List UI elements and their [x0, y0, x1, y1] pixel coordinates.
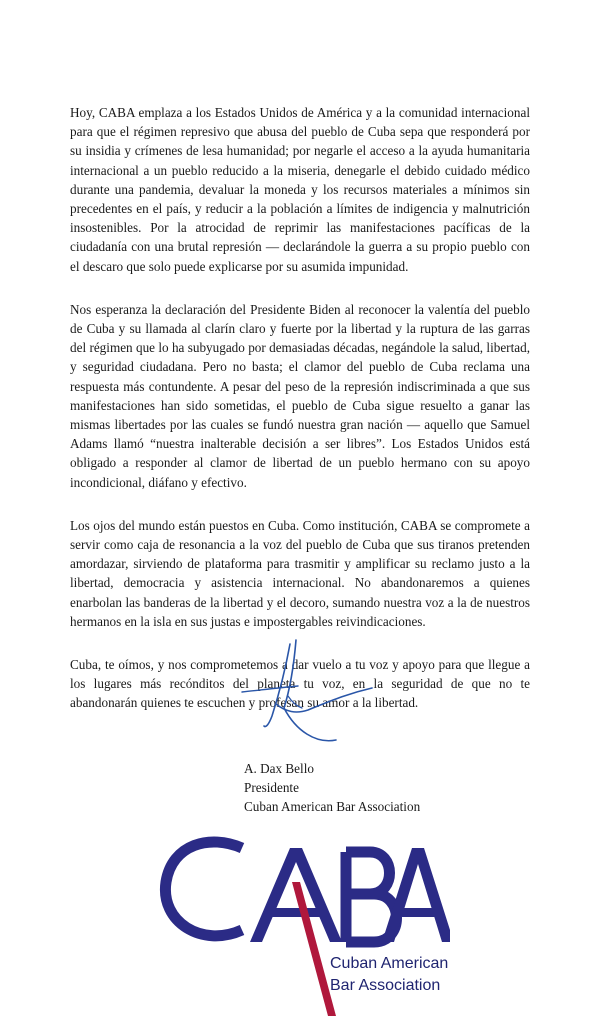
paragraph-4: Cuba, te oímos, y nos comprometemos a dar vuelo a tu voz y apoyo para que llegue a los lugares más recónditos del planeta tu voz, en la seguridad de que no te abandonarán quienes te escuchen y profesan su amor a la libertad. [70, 657, 530, 711]
signer-title: Presidente [244, 780, 299, 796]
paragraph-1: Hoy, CABA emplaza a los Estados Unidos de América y a la comunidad internacional para que el régimen represivo que abusa del pueblo de Cuba sepa que responderá por su insidia y crímenes de lesa humanidad; por negarle el acceso a la ayuda humanitaria internacional a un pueblo reducido a la miseria, denegarle el debido cuidado médico durante una pandemia, devaluar la moneda y los recursos materiales a mínimos sin precedentes en el país, y reducir a la población a límites de indigencia y malnutrición insostenibles. Por la atrocidad de reprimir las manifestaciones pacíficas de la ciudadanía con una brutal represión — declarándole la guerra a su propio pueblo con el descaro que solo puede explicarse por su asumida impunidad. [70, 105, 530, 274]
paragraph-2: Nos esperanza la declaración del Presidente Biden al reconocer la valentía del pueblo de Cuba y su llamada al clarín claro y fuerte por la libertad y la ruptura de las garras del régimen que lo ha subyugado por demasiadas décadas, negándole la salud, libertad, y seguridad ciudadana. Pero no basta; el clamor del pueblo de Cuba reclama una respuesta más contundente. A pesar del peso de la represión indiscriminada a que sus manifestaciones han sido sometidas, el pueblo de Cuba sigue resuelto a ganar las mismas libertades por las cuales se fundó nuestra gran nación — aquello que Samuel Adams llamó “nuestra inalterable decisión a ser libres”. Los Estados Unidos está obligado a responder al clamor de libertad de un pueblo hermano con su apoyo incondicional, diáfano y efectivo. [70, 301, 530, 490]
signature-icon [236, 636, 386, 746]
handwritten-signature [236, 636, 386, 746]
paragraph-3: Los ojos del mundo están puestos en Cuba. Como institución, CABA se compromete a servir como caja de resonancia a la voz del pueblo de Cuba que sus tiranos pretenden amordazar, sirviendo de plataforma para trasmitir y amplificar su reclamo justo a la libertad, democracia y asistencia internacional. No abandonaremos a quienes enarbolan las banderas de la libertad y el decoro, sumando nuestra voz a la de nuestros hermanos en la isla en sus justas e impostergables reivindicaciones. [70, 517, 530, 629]
caba-logo [150, 830, 450, 1020]
signer-organization: Cuban American Bar Association [244, 799, 421, 815]
tagline-line-1: Cuban American [330, 955, 449, 972]
tagline-line-2: Bar Association [330, 977, 441, 994]
signer-name: A. Dax Bello [244, 761, 314, 776]
logo-tagline [330, 953, 448, 997]
signer-block [244, 759, 420, 817]
